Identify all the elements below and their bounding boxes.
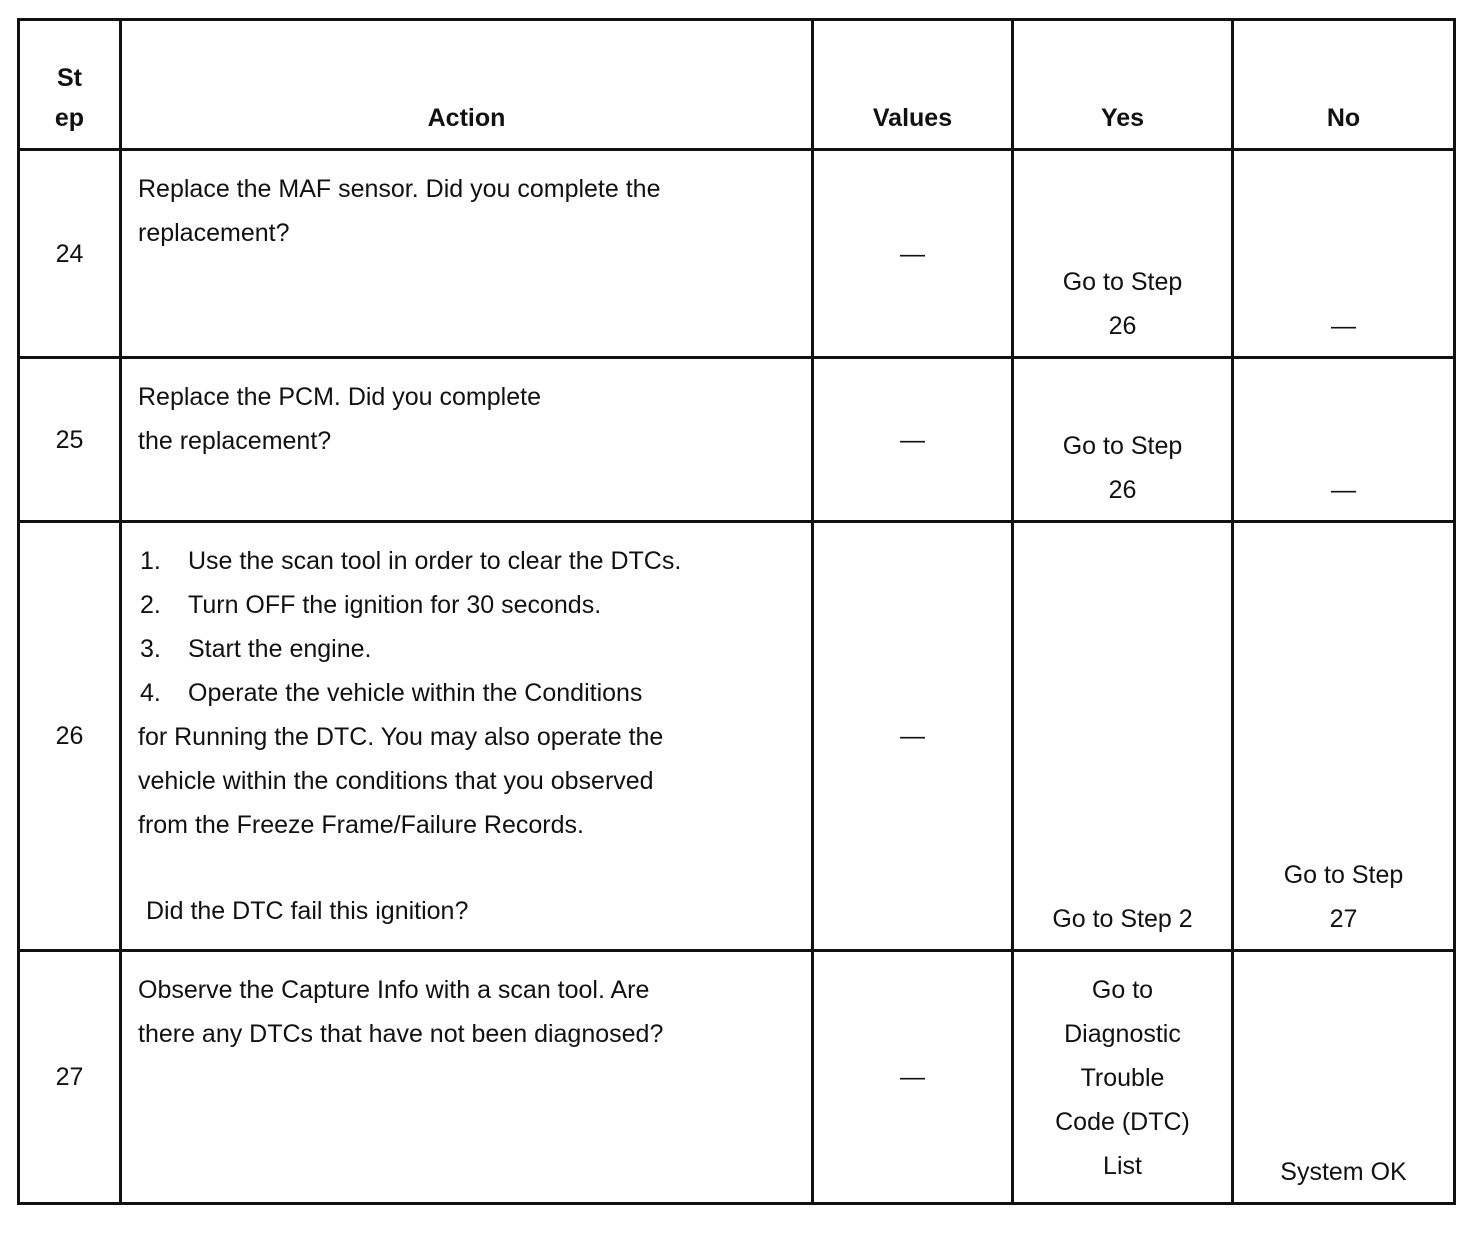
yes-line: 26 — [1108, 312, 1137, 340]
action-line: replacement? — [138, 219, 290, 247]
values-cell: — — [813, 358, 1013, 522]
procedure-text: Operate the vehicle within the Conditions — [188, 679, 643, 707]
no-line: 27 — [1329, 905, 1358, 933]
table-row-step-25 — [19, 358, 1455, 522]
step-number: 25 — [19, 358, 121, 522]
step-number: 26 — [19, 522, 121, 951]
procedure-continuation: vehicle within the conditions that you observed — [138, 767, 654, 795]
yes-line: Go to Step — [1062, 432, 1183, 460]
no-cell: System OK — [1233, 951, 1455, 1204]
procedure-number: 1. — [140, 547, 161, 575]
yes-cell — [1013, 951, 1233, 1204]
procedure-number: 4. — [140, 679, 161, 707]
procedure-text: Start the engine. — [188, 635, 372, 663]
action-question: Did the DTC fail this ignition? — [146, 897, 469, 925]
yes-line: Diagnostic — [1064, 1020, 1181, 1048]
header-action: Action — [121, 20, 813, 150]
header-no: No — [1233, 20, 1455, 150]
header-yes: Yes — [1013, 20, 1233, 150]
procedure-item — [138, 539, 801, 583]
header-row — [19, 20, 1455, 150]
yes-line: Go to Step — [1062, 268, 1183, 296]
procedure-continuation: for Running the DTC. You may also operate the — [138, 723, 664, 751]
action-line: the replacement? — [138, 427, 332, 455]
action-cell — [121, 358, 813, 522]
values-cell: — — [813, 522, 1013, 951]
table-row-step-27 — [19, 951, 1455, 1204]
action-cell — [121, 951, 813, 1204]
yes-line: List — [1103, 1152, 1142, 1180]
yes-line: Trouble — [1080, 1064, 1165, 1092]
no-cell: — — [1233, 150, 1455, 358]
yes-cell: Go to Step 2 — [1013, 522, 1233, 951]
procedure-number: 3. — [140, 635, 161, 663]
table-row-step-24 — [19, 150, 1455, 358]
procedure-number: 2. — [140, 591, 161, 619]
header-step-line2: ep — [54, 104, 85, 132]
values-cell: — — [813, 150, 1013, 358]
procedure-text: Use the scan tool in order to clear the DTCs. — [188, 547, 682, 575]
action-cell — [121, 150, 813, 358]
procedure-list — [138, 539, 801, 715]
yes-line: Go to — [1091, 976, 1154, 1004]
action-line: Replace the PCM. Did you complete — [138, 383, 541, 411]
values-cell: — — [813, 951, 1013, 1204]
yes-cell — [1013, 358, 1233, 522]
procedure-continuation: from the Freeze Frame/Failure Records. — [138, 811, 584, 839]
procedure-item — [138, 627, 801, 671]
yes-line: 26 — [1108, 476, 1137, 504]
no-line: Go to Step — [1283, 861, 1404, 889]
action-line: Observe the Capture Info with a scan tool. Are — [138, 976, 650, 1004]
diagnostic-table — [17, 18, 1456, 1205]
no-cell — [1233, 522, 1455, 951]
action-line: Replace the MAF sensor. Did you complete the — [138, 175, 661, 203]
yes-cell — [1013, 150, 1233, 358]
header-step-line1: St — [57, 64, 82, 92]
header-values: Values — [813, 20, 1013, 150]
procedure-text: Turn OFF the ignition for 30 seconds. — [188, 591, 602, 619]
step-number: 24 — [19, 150, 121, 358]
step-number: 27 — [19, 951, 121, 1204]
procedure-item — [138, 671, 801, 715]
table-row-step-26 — [19, 522, 1455, 951]
action-line: there any DTCs that have not been diagnosed? — [138, 1020, 664, 1048]
no-cell: — — [1233, 358, 1455, 522]
yes-line: Code (DTC) — [1055, 1108, 1190, 1136]
procedure-item — [138, 583, 801, 627]
header-step — [19, 20, 121, 150]
action-cell — [121, 522, 813, 951]
